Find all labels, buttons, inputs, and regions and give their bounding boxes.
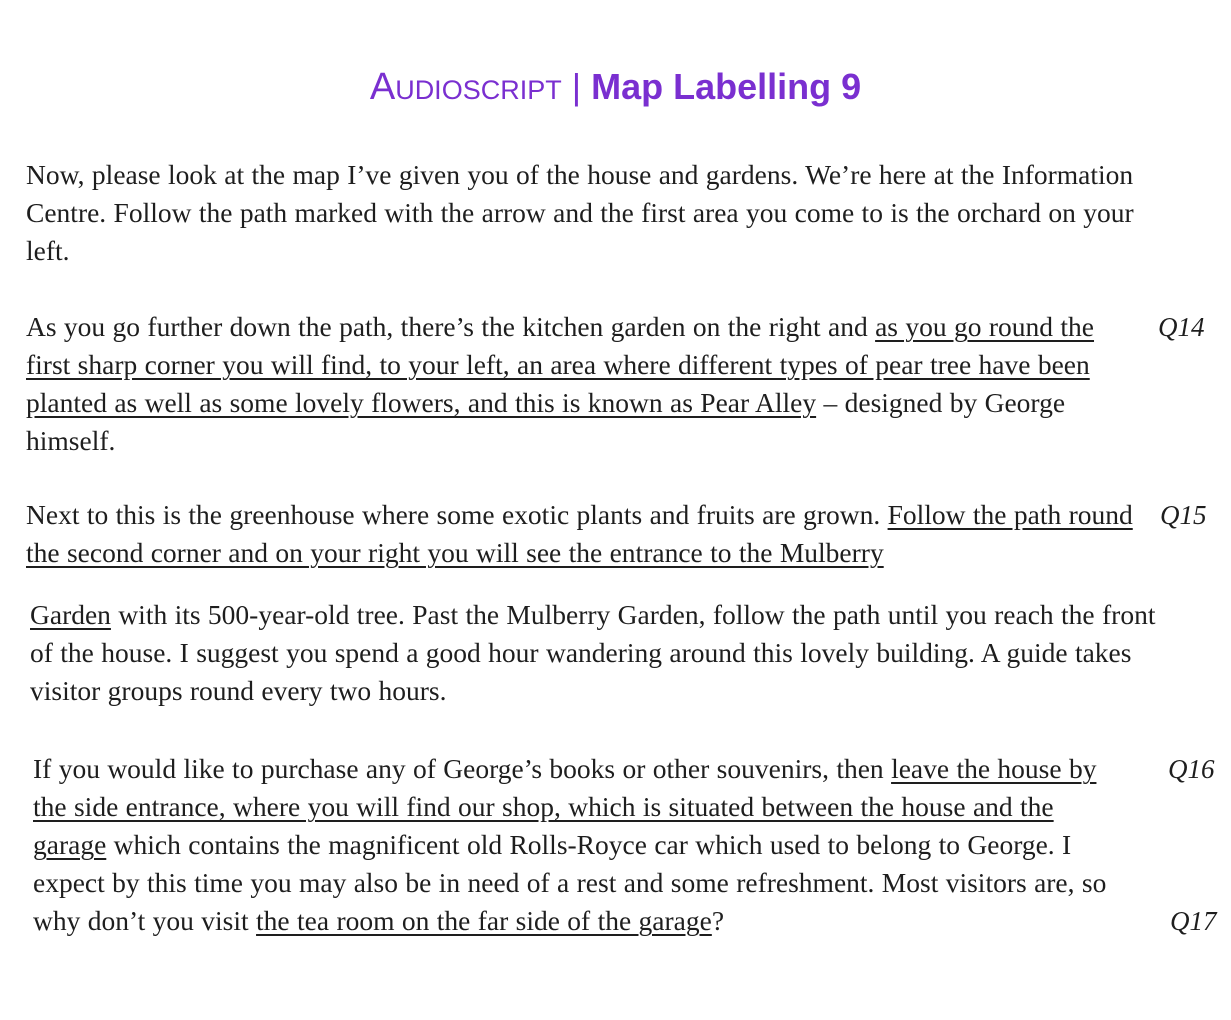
page-title: [0, 62, 1231, 112]
title-audioscript: Audioscript: [369, 66, 562, 108]
paragraph-5-answer-underline-2: the tea room on the far side of the garage: [256, 905, 712, 936]
paragraph-3: [26, 496, 1141, 572]
paragraph-2: [26, 308, 1141, 460]
paragraph-5-text-b: which contains the magnificent old Rolls-Royce car which used to belong to George. I expect by this time you may also be in need of a rest and some refreshment. Most visitors are, so why don’t you visit: [33, 829, 1107, 936]
paragraph-4-text: with its 500-year-old tree. Past the Mulberry Garden, follow the path until you reach the front of the house. I suggest you spend a good hour wandering around this lovely building. A guide takes visitor groups round every two hours.: [30, 599, 1156, 706]
title-separator: |: [571, 66, 582, 107]
paragraph-2-answer-underline: as you go round the first sharp corner you will find, to your left, an area where different types of pear tree have been planted as well as some lovely flowers, and this is known as Pear Alley: [26, 311, 1095, 418]
paragraph-3-answer-underline: Follow the path round the second corner and on your right you will see the entrance to the Mulberry: [26, 499, 1133, 568]
paragraph-5: [33, 750, 1108, 940]
question-label-q15: Q15: [1160, 500, 1207, 530]
paragraph-2-text-b: – designed by George himself.: [26, 387, 1066, 456]
paragraph-2-text-a: As you go further down the path, there’s the kitchen garden on the right and: [26, 311, 876, 342]
title-subtitle: Map Labelling 9: [591, 66, 862, 107]
paragraph-5-answer-underline-1: leave the house by the side entrance, where you will find our shop, which is situated between the house and the garage: [33, 753, 1097, 860]
question-label-q17: Q17: [1170, 906, 1217, 936]
paragraph-3-text-a: Next to this is the greenhouse where some exotic plants and fruits are grown.: [26, 499, 888, 530]
question-label-q14: Q14: [1158, 312, 1205, 342]
paragraph-4: [30, 596, 1160, 710]
paragraph-5-text-c: ?: [711, 905, 725, 936]
paragraph-1-text: Now, please look at the map I’ve given you of the house and gardens. We’re here at the Information Centre. Follow the path marked with the arrow and the first area you come to is the orchard on your left.: [26, 159, 1134, 266]
paragraph-1: [26, 156, 1141, 270]
question-label-q16: Q16: [1168, 754, 1215, 784]
paragraph-4-answer-underline: Garden: [30, 599, 111, 630]
paragraph-5-text-a: If you would like to purchase any of George’s books or other souvenirs, then: [33, 753, 892, 784]
